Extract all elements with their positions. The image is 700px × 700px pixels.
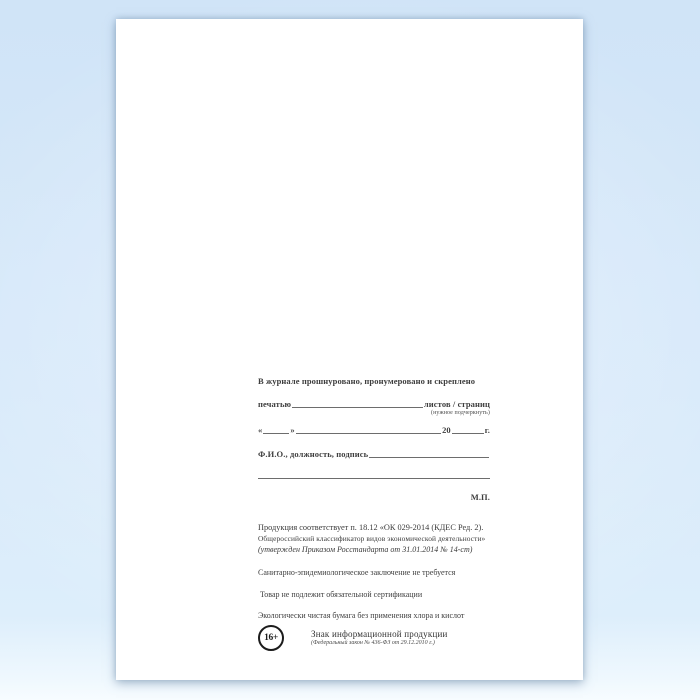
- month-blank: [296, 431, 441, 434]
- signature-blank: [369, 455, 489, 458]
- date-row: [258, 425, 490, 435]
- year-prefix: 20: [442, 425, 451, 435]
- journal-back-page: [116, 19, 583, 680]
- age-16-badge-text: 16+: [264, 633, 278, 643]
- age-mark-label: Знак информационной продукции: [311, 629, 448, 639]
- signature-row: [258, 449, 490, 459]
- compliance-line-2: Общероссийский классификатор видов экономической деятельности»: [258, 533, 486, 543]
- compliance-line-1: Продукция соответствует п. 18.12 «ОК 029-2014 (КДЕС Ред. 2).: [258, 523, 484, 532]
- certification-statement: Товар не подлежит обязательной сертификации: [260, 590, 423, 599]
- quote-open: «: [258, 425, 263, 435]
- year-blank: [452, 431, 484, 434]
- seal-sheets-row: [258, 399, 490, 409]
- sanitary-statement: Санитарно-эпидемиологическое заключение не требуется: [258, 568, 456, 577]
- page-content: [258, 19, 490, 680]
- compliance-line-3: (утвержден Приказом Росстандарта от 31.01.2014 № 14-ст): [258, 544, 473, 554]
- sheets-pages-label: листов / страниц: [423, 399, 490, 409]
- age-mark-law: (Федеральный закон № 436-ФЗ от 29.12.2010 г.): [311, 640, 435, 646]
- quote-close: »: [290, 425, 295, 435]
- signature-label: Ф.И.О., должность, подпись: [258, 449, 369, 459]
- age-mark-text: [311, 625, 448, 646]
- stamp-place-label: М.П.: [470, 492, 490, 502]
- seal-label: печатью: [258, 399, 292, 409]
- signature-continuation-line: [258, 478, 490, 479]
- age-16-badge-icon: [258, 625, 284, 651]
- sheets-count-blank: [292, 405, 423, 408]
- year-suffix: г.: [484, 425, 490, 435]
- eco-paper-statement: Экологически чистая бумага без применения хлора и кислот: [258, 611, 465, 620]
- underline-note: (нужное подчеркнуть): [431, 410, 490, 416]
- day-blank: [263, 431, 289, 434]
- age-mark-row: [258, 625, 490, 651]
- binding-statement: В журнале прошнуровано, пронумеровано и скреплено: [258, 376, 476, 386]
- compliance-block: [258, 523, 490, 555]
